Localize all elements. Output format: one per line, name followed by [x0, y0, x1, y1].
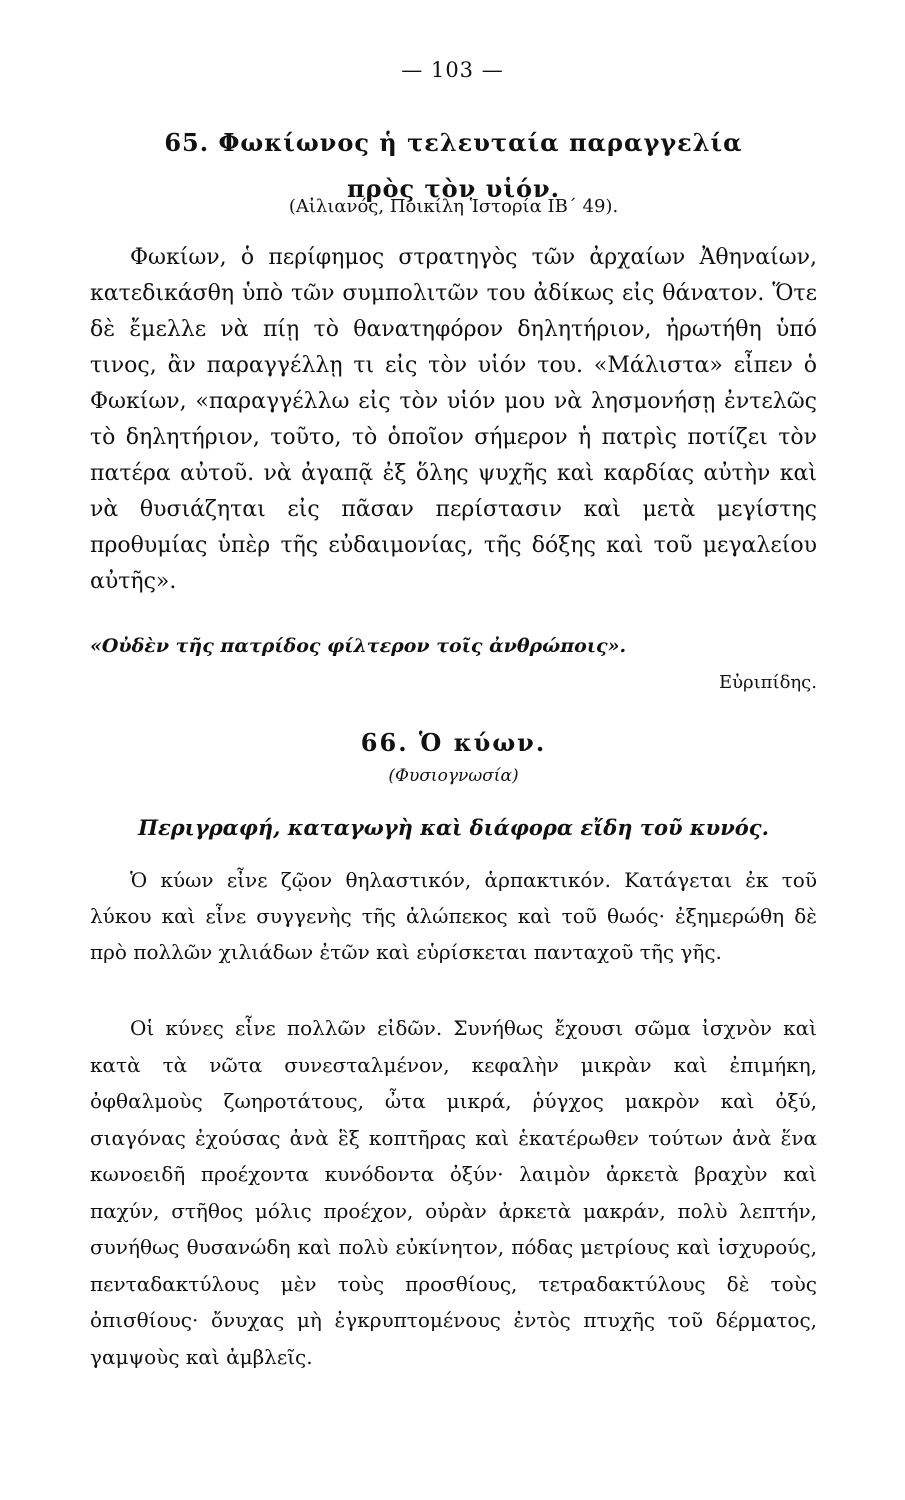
- section-66-heading: Περιγραφή, καταγωγὴ καὶ διάφορα εἴδη τοῦ κυνός.: [138, 815, 769, 840]
- section-65-source: (Αἰλιανός, Ποικίλη Ἱστορία ΙΒ΄ 49).: [288, 196, 619, 217]
- section-65-title-line1: 65. Φωκίωνος ἡ τελευταία παραγγελία: [164, 128, 743, 157]
- quote-author: Εὐριπίδης.: [718, 672, 817, 693]
- section-66-title: 66. Ὁ κύων.: [360, 728, 547, 757]
- section-66-subtitle: (Φυσιογνωσία): [388, 766, 519, 786]
- section-66-paragraph-1: Ὁ κύων εἶνε ζῷον θηλαστικόν, ἁρπακτικόν. Κατάγεται ἐκ τοῦ λύκου καὶ εἶνε συγγενὴς τῆς ἀλώπεκος καὶ τοῦ θωός· ἐξημερώθη δὲ πρὸ πολλῶν χιλιάδων ἐτῶν καὶ εὑρίσκεται πανταχοῦ τῆς γῆς.: [90, 868, 817, 964]
- section-65-title-line2: πρὸς τὸν υἱόν.: [347, 174, 560, 203]
- euripides-quote: «Οὐδὲν τῆς πατρίδος φίλτερον τοῖς ἀνθρώποις».: [90, 635, 627, 657]
- section-66-paragraph-2: Οἱ κύνες εἶνε πολλῶν εἰδῶν. Συνήθως ἔχουσι σῶμα ἰσχνὸν καὶ κατὰ τὰ νῶτα συνεσταλμένον, κεφαλὴν μικρὰν καὶ ἐπιμήκη, ὀφθαλμοὺς ζωηροτάτους, ὦτα μικρά, ῥύγχος μακρὸν καὶ ὀξύ, σιαγόνας ἐχούσας ἀνὰ ἓξ κοπτῆρας καὶ ἑκατέρωθεν τούτων ἀνὰ ἕνα κωνοειδῆ προέχοντα κυνόδοντα ὀξύν· λαιμὸν ἀρκετὰ βραχὺν καὶ παχύν, στῆθος μόλις προέχον, οὐρὰν ἀρκετὰ μακράν, πολὺ λεπτήν, συνήθως θυσανώδη καὶ πολὺ εὐκίνητον, πόδας μετρίους καὶ ἰσχυρούς, πενταδακτύλους μὲν τοὺς προσθίους, τετραδακτύλους δὲ τοὺς ὀπισθίους· ὄνυχας μὴ ἐγκρυπτομένους ἐντὸς πτυχῆς τοῦ δέρματος, γαμψοὺς καὶ ἀμβλεῖς.: [90, 1016, 817, 1369]
- section-65-paragraph: Φωκίων, ὁ περίφημος στρατηγὸς τῶν ἀρχαίων Ἀθηναίων, κατεδικάσθη ὑπὸ τῶν συμπολιτῶν του ἀδίκως εἰς θάνατον. Ὅτε δὲ ἔμελλε νὰ πίῃ τὸ θανατηφόρον δηλητήριον, ἠρωτήθη ὑπό τινος, ἂν παραγγέλλῃ τι εἰς τὸν υἱόν του. «Μάλιστα» εἶπεν ὁ Φωκίων, «παραγγέλλω εἰς τὸν υἱόν μου νὰ λησμονήσῃ ἐντελῶς τὸ δηλητήριον, τοῦτο, τὸ ὁποῖον σήμερον ἡ πατρὶς ποτίζει τὸν πατέρα αὐτοῦ. νὰ ἀγαπᾷ ἐξ ὅλης ψυχῆς καὶ καρδίας αὐτὴν καὶ νὰ θυσιάζηται εἰς πᾶσαν περίστασιν καὶ μετὰ μεγίστης προθυμίας ὑπὲρ τῆς εὐδαιμονίας, τῆς δόξης καὶ τοῦ μεγαλείου αὐτῆς».: [90, 245, 817, 594]
- page-number: — 103 —: [401, 58, 504, 82]
